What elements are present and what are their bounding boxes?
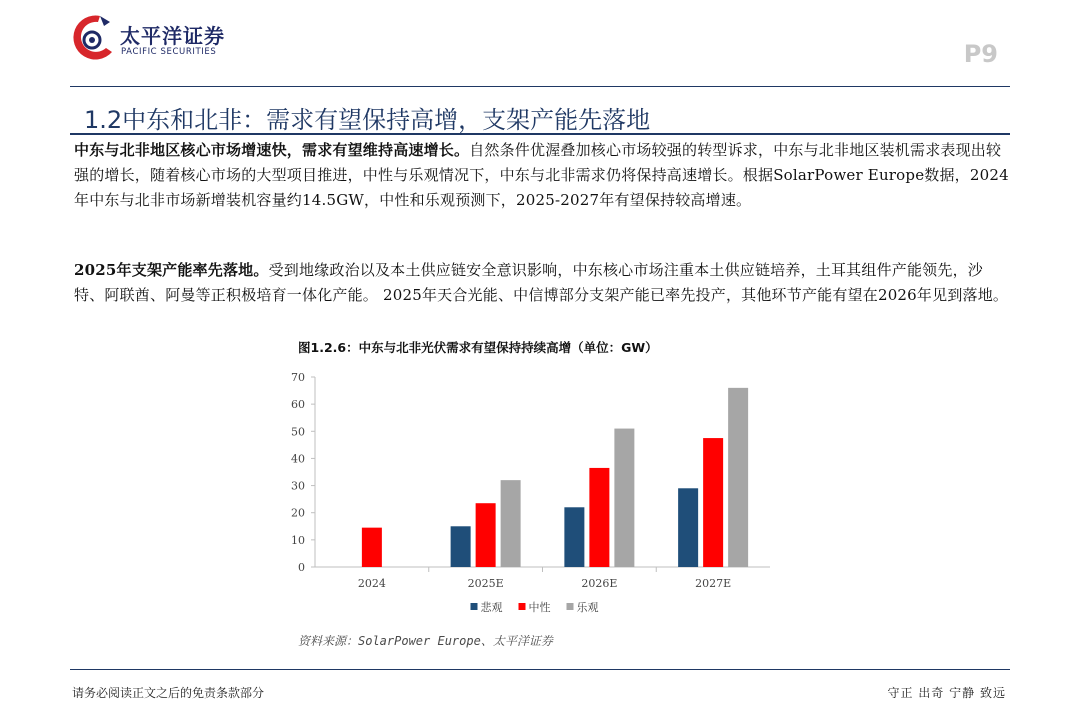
pacific-logo-icon xyxy=(70,12,116,64)
page-number: P9 xyxy=(963,40,998,68)
demand-bar-chart xyxy=(270,365,780,615)
bar xyxy=(564,507,584,567)
bar xyxy=(362,528,382,567)
title-divider xyxy=(70,133,1010,135)
footer-disclaimer: 请务必阅读正文之后的免责条款部分 xyxy=(72,686,265,700)
footer-divider xyxy=(70,669,1010,670)
paragraph-market-growth xyxy=(74,138,1009,213)
bar xyxy=(501,480,521,567)
legend-swatch xyxy=(471,603,478,610)
footer-motto: 守正 出奇 宁静 致远 xyxy=(887,686,1006,700)
x-tick-label: 2027E xyxy=(695,577,732,590)
y-tick-label: 0 xyxy=(298,561,305,574)
chart-svg xyxy=(270,365,780,615)
y-tick-label: 10 xyxy=(291,533,305,547)
x-tick-label: 2026E xyxy=(581,577,618,590)
company-logo xyxy=(70,12,250,64)
legend-label: 乐观 xyxy=(576,601,599,614)
bar xyxy=(703,438,723,567)
paragraph-lead: 2025年支架产能率先落地。 xyxy=(74,261,269,279)
figure-source: 资料来源：SolarPower Europe、太平洋证券 xyxy=(298,634,553,648)
y-tick-label: 30 xyxy=(291,479,305,493)
paragraph-body: 受到地缘政治以及本土供应链安全意识影响，中东核心市场注重本土供应链培养，土耳其组件产能领先，沙特、阿联酋、阿曼等正积极培育一体化产能。 2025年天合光能、中信博部分支架产能已率先投产，其他环节产能有望在2026年见到落地。 xyxy=(74,261,1009,304)
bar xyxy=(476,503,496,567)
y-tick-label: 60 xyxy=(291,398,305,412)
bar xyxy=(451,526,471,567)
legend-label: 中性 xyxy=(528,601,551,614)
y-tick-label: 50 xyxy=(291,425,305,439)
y-tick-label: 40 xyxy=(291,452,305,466)
y-tick-label: 70 xyxy=(291,371,305,384)
legend-swatch xyxy=(519,603,526,610)
paragraph-lead: 中东与北非地区核心市场增速快，需求有望维持高速增长。 xyxy=(74,141,470,159)
y-tick-label: 20 xyxy=(291,506,305,520)
bar xyxy=(589,468,609,567)
brand-name-en: PACIFIC SECURITIES xyxy=(121,47,217,57)
figure-title: 图1.2.6：中东与北非光伏需求有望保持持续高增（单位：GW） xyxy=(298,340,658,355)
header-divider xyxy=(70,86,1010,87)
legend-swatch xyxy=(567,603,574,610)
paragraph-body: 自然条件优渥叠加核心市场较强的转型诉求，中东与北非地区装机需求表现出较强的增长，随着核心市场的大型项目推进，中性与乐观情况下，中东与北非需求仍将保持高速增长。根据SolarPower Europe数据，2024年中东与北非市场新增装机容量约14.5GW，中性和乐观预测下，2025-2027年有望保持较高增速。 xyxy=(74,141,1009,209)
section-title: 1.2中东和北非：需求有望保持高增，支架产能先落地 xyxy=(84,106,651,134)
x-tick-label: 2024 xyxy=(357,577,386,590)
legend-label: 悲观 xyxy=(480,601,503,614)
bar xyxy=(614,429,634,567)
paragraph-capacity xyxy=(74,258,1009,308)
x-tick-label: 2025E xyxy=(467,577,504,590)
brand-name-cn: 太平洋证券 xyxy=(120,24,225,48)
bar xyxy=(678,488,698,567)
bar xyxy=(728,388,748,567)
